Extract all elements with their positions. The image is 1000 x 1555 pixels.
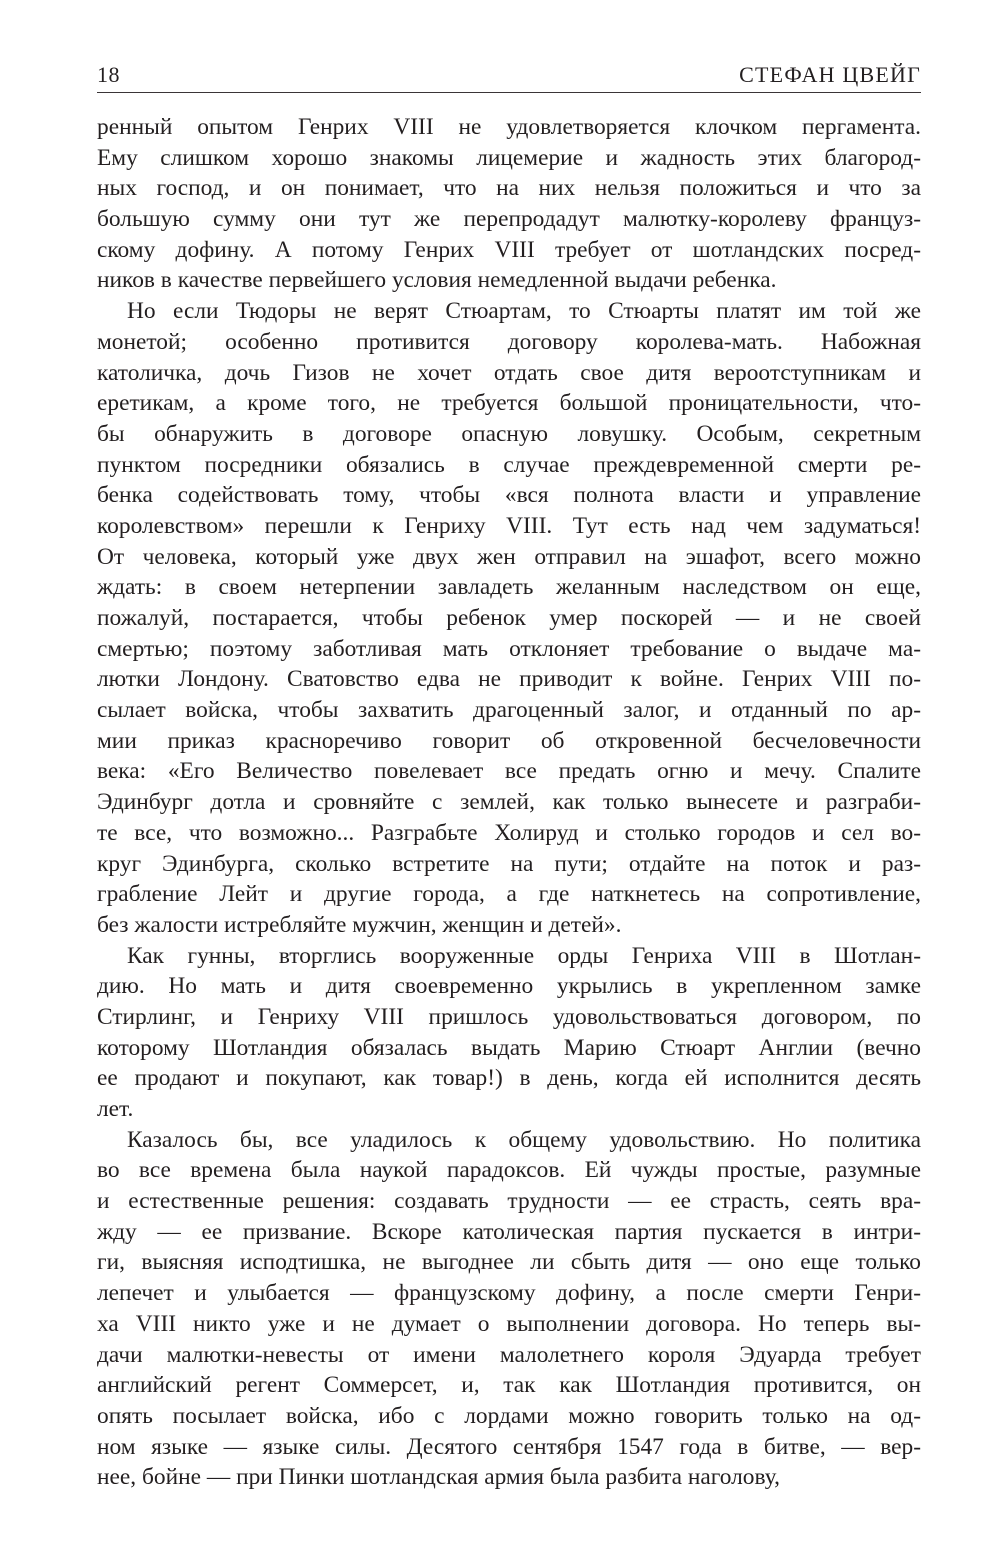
text-line: еретикам, а кроме того, не требуется большой проницательности, что- <box>97 390 921 417</box>
text-line: лепечет и улыбается — французскому дофину, а после смерти Генри- <box>97 1280 921 1307</box>
text-line: ников в качестве первейшего условия немедленной выдачи ребенка. <box>97 267 777 294</box>
text-line: католичка, дочь Гизов не хочет отдать свое дитя вероотступникам и <box>97 359 921 386</box>
text-line: бы обнаружить в договоре опасную ловушку. Особым, секретным <box>97 420 921 447</box>
text-line: дачи малютки-невесты от имени малолетнего короля Эдуарда требует <box>97 1341 921 1368</box>
text-line: нее, бойне — при Пинки шотландская армия была разбита наголову, <box>97 1464 780 1491</box>
text-line: ги, выясняя исподтишка, не выгоднее ли сбыть дитя — оно еще только <box>97 1249 921 1276</box>
running-title: СТЕФАН ЦВЕЙГ <box>739 62 921 87</box>
text-line: смертью; поэтому заботливая мать отклоняет требование о выдаче ма- <box>97 635 921 662</box>
text-line: века: «Его Величество повелевает все предать огню и мечу. Спалите <box>97 758 921 785</box>
text-line: монетой; особенно противится договору королева-мать. Набожная <box>97 328 921 355</box>
page-number: 18 <box>97 62 120 87</box>
text-line: и естественные решения: создавать трудности — ее страсть, сеять вра- <box>97 1188 921 1215</box>
text-line: Но если Тюдоры не верят Стюартам, то Стюарты платят им той же <box>127 298 921 325</box>
text-line: Стирлинг, и Генриху VIII пришлось удовольствоваться договором, по <box>97 1003 921 1030</box>
text-line: большую сумму они тут же перепродадут малютку-королеву француз- <box>97 206 921 233</box>
text-line: лет. <box>97 1096 134 1122</box>
text-line: Как гунны, вторглись вооруженные орды Генриха VIII в Шотлан- <box>127 942 921 969</box>
text-line: жду — ее призвание. Вскоре католическая партия пускается в интри- <box>97 1218 921 1245</box>
text-line: дию. Но мать и дитя своевременно укрылись в укрепленном замке <box>97 973 921 1000</box>
text-line: скому дофину. А потому Генрих VIII требует от шотландских посред- <box>97 236 921 263</box>
paragraph-4 <box>97 1125 921 1493</box>
text-line: пунктом посредники обязались в случае преждевременной смерти ре- <box>97 451 921 478</box>
paragraph-1 <box>97 112 921 296</box>
text-line: ха VIII никто уже и не думает о выполнении договора. Но теперь вы- <box>97 1310 921 1337</box>
text-line: королевством» перешли к Генриху VIII. Тут есть над чем задуматься! <box>97 512 921 539</box>
text-line: ее продают и покупают, как товар!) в день, когда ей исполнится десять <box>97 1065 921 1092</box>
text-line: Казалось бы, все уладилось к общему удовольствию. Но политика <box>127 1126 921 1153</box>
paragraph-3 <box>97 941 921 1125</box>
running-header <box>97 60 921 93</box>
text-line: лютки Лондону. Сватовство едва не приводит к войне. Генрих VIII по- <box>97 666 921 693</box>
text-line: ном языке — языке силы. Десятого сентября 1547 года в битве, — вер- <box>97 1433 921 1460</box>
text-line: ных господ, и он понимает, что на них нельзя положиться и что за <box>97 175 921 202</box>
text-line: Ему слишком хорошо знакомы лицемерие и жадность этих благород- <box>97 144 921 171</box>
text-line: ждать: в своем нетерпении завладеть желанным наследством он еще, <box>97 574 921 601</box>
text-line: грабление Лейт и другие города, а где наткнетесь на сопротивление, <box>97 881 921 908</box>
text-line: сылает войска, чтобы захватить драгоценный залог, и отданный по ар- <box>97 697 921 724</box>
text-line: опять посылает войска, ибо с лордами можно говорить только на од- <box>97 1402 921 1429</box>
text-line: мии приказ красноречиво говорит об откровенной бесчеловечности <box>97 727 921 754</box>
paragraph-2 <box>97 296 921 940</box>
text-line: От человека, который уже двух жен отправил на эшафот, всего можно <box>97 543 921 570</box>
text-line: английский регент Соммерсет, и, так как Шотландия противится, он <box>97 1372 921 1399</box>
text-line: те все, что возможно... Разграбьте Холируд и столько городов и сел во- <box>97 819 921 846</box>
text-line: во все времена была наукой парадоксов. Ей чужды простые, разумные <box>97 1157 921 1184</box>
text-line: без жалости истребляйте мужчин, женщин и детей». <box>97 911 622 938</box>
text-line: круг Эдинбурга, сколько встретите на пути; отдайте на поток и раз- <box>97 850 921 877</box>
text-line: которому Шотландия обязалась выдать Марию Стюарт Англии (вечно <box>97 1034 921 1061</box>
text-line: ренный опытом Генрих VIII не удовлетворяется клочком пергамента. <box>97 114 921 140</box>
text-line: бенка содействовать тому, чтобы «вся полнота власти и управление <box>97 482 921 509</box>
body-text <box>97 112 921 1493</box>
text-line: Эдинбург дотла и сровняйте с землей, как только вынесете и разграби- <box>97 789 921 816</box>
text-line: пожалуй, постарается, чтобы ребенок умер поскорей — и не своей <box>97 605 921 631</box>
